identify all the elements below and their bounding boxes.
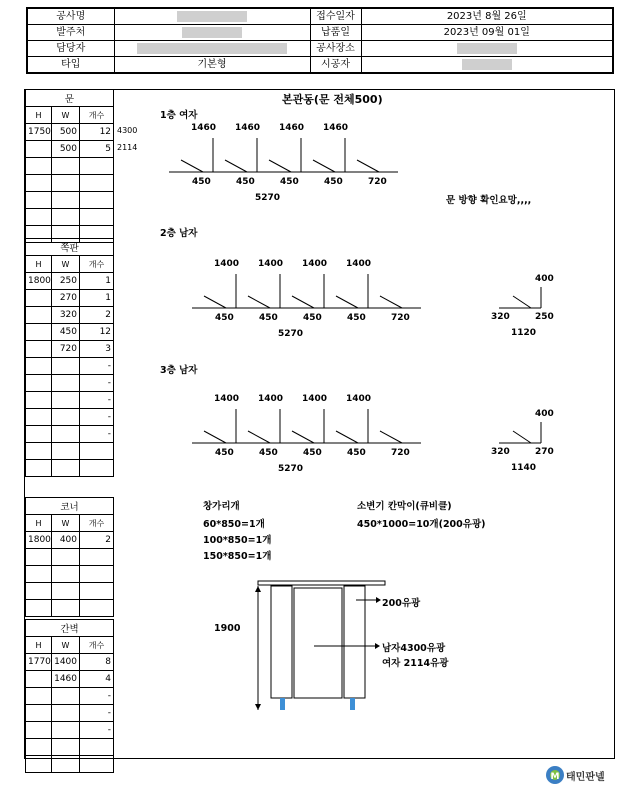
panel-width: 450 [259,313,278,323]
cell-w: 720 [52,341,80,358]
elevation-leg-left [280,698,285,710]
corner-head-qty: 개수 [80,515,114,532]
label-project: 공사명 [27,8,114,25]
cell-w: 500 [52,141,80,158]
panel-width: 450 [259,448,278,458]
panel-width: 720 [368,177,387,187]
total-length: 5270 [278,329,304,339]
panel-head-w: W [52,256,80,273]
direction-note: 문 방향 확인요망,,,, [446,195,532,206]
partition-length: 1400 [302,394,328,404]
cell-qty: 2 [80,532,114,549]
label-installer: 시공자 [310,57,361,74]
cell-h: 1800 [26,532,52,549]
partition-length: 1460 [191,123,217,133]
cell-h: 1800 [26,273,52,290]
panel-width: 450 [347,448,366,458]
door-title: 문 [26,90,114,107]
elevation-panel-right [344,586,365,698]
leader-door-arrow [375,643,380,649]
door-head-qty: 개수 [80,107,114,124]
cell-qty: 2 [80,307,114,324]
label-client: 발주처 [27,25,114,41]
side-total: 1120 [511,328,537,338]
floor3-label: 3층 남자 [160,365,198,376]
partition-head-qty: 개수 [80,637,114,654]
side-corner-size: 400 [535,274,554,284]
value-delivery: 2023년 09월 01일 [361,25,613,41]
side-panel-2: 270 [535,447,554,457]
door-note-2: 2114 [117,143,138,152]
panel-width: 720 [391,448,410,458]
label-type: 타입 [27,57,114,74]
cell-qty: - [80,392,114,409]
side-panel-1: 320 [491,312,510,322]
cell-qty: - [80,722,114,739]
partition-head-h: H [26,637,52,654]
label-manager: 담당자 [27,41,114,57]
urinal-title: 소변기 칸막이(큐비클) [357,501,452,512]
floor1-label: 1층 여자 [160,110,198,121]
partition-head-w: W [52,637,80,654]
elevation-label-male: 남자4300유광 [382,643,446,654]
panel-head-qty: 개수 [80,256,114,273]
leader-top-arrow [376,597,381,603]
partition-length: 1460 [279,123,305,133]
partition-length: 1400 [258,259,284,269]
total-length: 5270 [255,193,281,203]
panel-width: 450 [303,313,322,323]
cell-w: 320 [52,307,80,324]
cell-w: 500 [52,124,80,141]
panel-title: 쪽판 [26,239,114,256]
panel-width: 450 [215,448,234,458]
panel-width: 450 [215,313,234,323]
cell-qty: - [80,409,114,426]
cell-qty: 8 [80,654,114,671]
cell-qty: 12 [80,324,114,341]
height-dim-arrow-bottom [255,704,261,710]
cell-qty: - [80,705,114,722]
hooks-item-1: 60*850=1개 [203,519,265,530]
panel-width: 450 [236,177,255,187]
partition-length: 1400 [302,259,328,269]
company-logo [544,764,624,786]
panel-width: 720 [391,313,410,323]
panel-width: 450 [303,448,322,458]
value-type: 기본형 [114,57,310,74]
hooks-item-3: 150*850=1개 [203,551,272,562]
side-panel-1: 320 [491,447,510,457]
total-length: 5270 [278,464,304,474]
value-received: 2023년 8월 26일 [361,8,613,25]
elevation-height: 1900 [214,623,241,634]
panel-width: 450 [192,177,211,187]
cell-w: 400 [52,532,80,549]
svg-text:M: M [550,772,560,782]
partition-length: 1400 [214,259,240,269]
floor2-label: 2층 남자 [160,228,198,239]
cell-w: 270 [52,290,80,307]
cell-qty: 1 [80,290,114,307]
elevation-door [294,588,342,698]
panel-width: 450 [280,177,299,187]
corner-head-w: W [52,515,80,532]
panel-width: 450 [347,313,366,323]
logo-mark-icon [544,764,566,786]
side-corner-size: 400 [535,409,554,419]
side-total: 1140 [511,463,537,473]
cell-qty: 4 [80,671,114,688]
cell-qty: - [80,375,114,392]
cell-qty: 1 [80,273,114,290]
elevation-label-female: 여자 2114유광 [382,658,449,669]
label-received: 접수일자 [310,8,361,25]
cell-w: 1400 [52,654,80,671]
cell-qty: 5 [80,141,114,158]
logo-text: 태민판넬 [566,772,605,783]
partition-title: 간벽 [26,620,114,637]
door-head-w: W [52,107,80,124]
cell-qty: - [80,688,114,705]
height-dim-arrow-top [255,586,261,592]
elevation-panel-left [271,586,292,698]
hooks-title: 창가리개 [203,501,240,512]
partition-length: 1460 [323,123,349,133]
elevation-top-rail [258,581,385,585]
cell-qty: 12 [80,124,114,141]
cell-qty: - [80,358,114,375]
partition-length: 1400 [346,259,372,269]
urinal-item: 450*1000=10개(200유광) [357,519,486,530]
cell-h: 1750 [26,124,52,141]
partition-length: 1460 [235,123,261,133]
corner-title: 코너 [26,498,114,515]
drawing-title: 본관동(문 전체500) [282,93,383,106]
label-delivery: 납품일 [310,25,361,41]
cell-qty: 3 [80,341,114,358]
side-panel-2: 250 [535,312,554,322]
hooks-item-2: 100*850=1개 [203,535,272,546]
label-site: 공사장소 [310,41,361,57]
panel-width: 450 [324,177,343,187]
cell-w: 450 [52,324,80,341]
elevation-leg-right [350,698,355,710]
partition-length: 1400 [346,394,372,404]
partition-length: 1400 [258,394,284,404]
door-head-h: H [26,107,52,124]
cell-w: 1460 [52,671,80,688]
elevation-label-top: 200유광 [382,598,421,609]
door-note-1: 4300 [117,126,138,135]
panel-head-h: H [26,256,52,273]
cell-qty: - [80,426,114,443]
partition-length: 1400 [214,394,240,404]
corner-head-h: H [26,515,52,532]
cell-h: 1770 [26,654,52,671]
cell-w: 250 [52,273,80,290]
